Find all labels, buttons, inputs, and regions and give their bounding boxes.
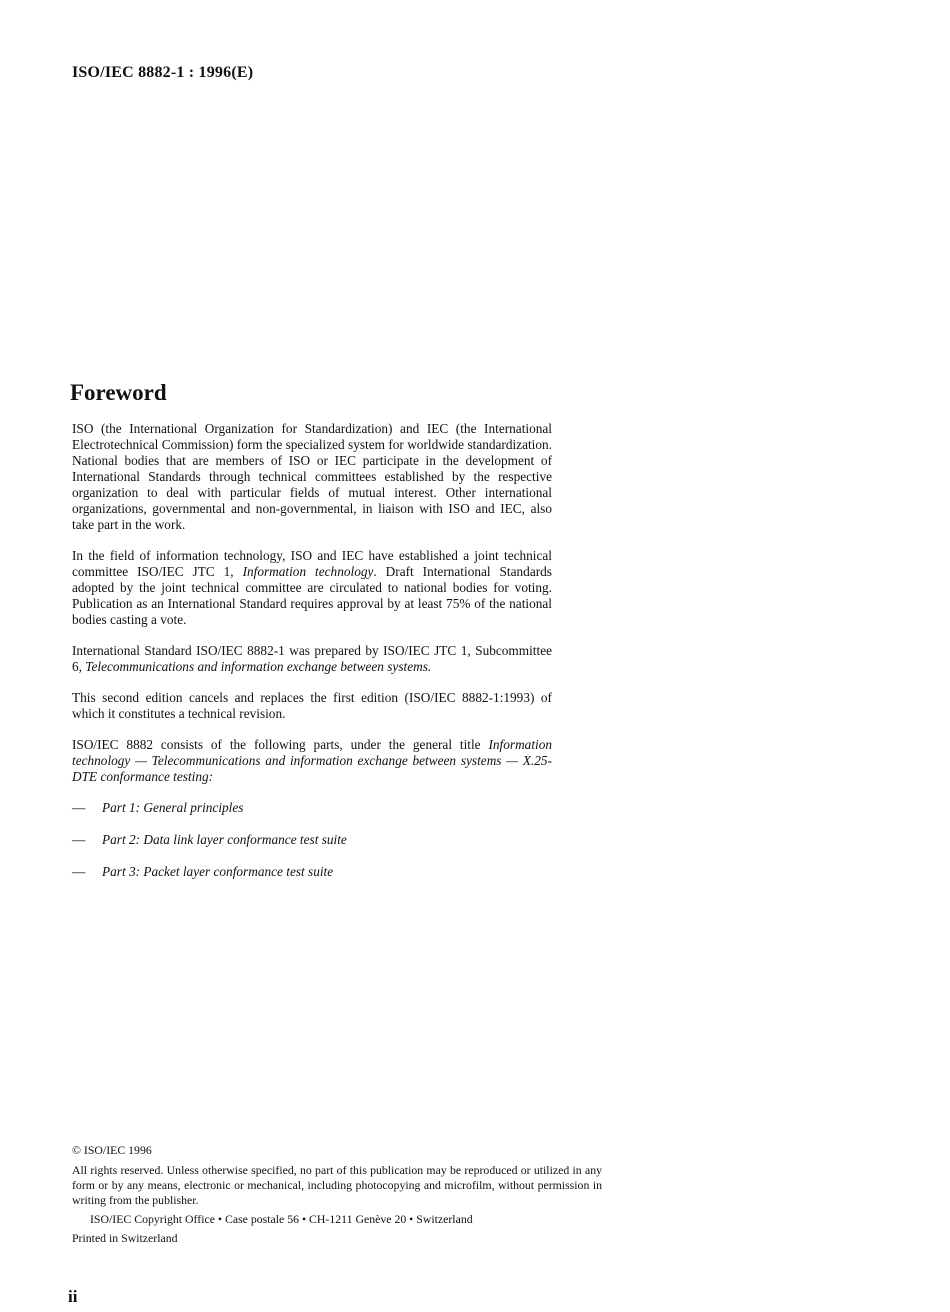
printed-in: Printed in Switzerland xyxy=(72,1231,178,1245)
copyright-line: © ISO/IEC 1996 xyxy=(72,1143,152,1157)
foreword-body xyxy=(72,421,552,896)
list-item xyxy=(72,800,552,832)
paragraph-parts-intro-text: ISO/IEC 8882 consists of the following parts, under the general title xyxy=(72,737,489,752)
document-header: ISO/IEC 8882-1 : 1996(E) xyxy=(72,64,254,81)
part-label: Part 1: General principles xyxy=(102,800,244,815)
list-dash: — xyxy=(72,864,86,879)
general-title: Information technology — Telecommunications and information exchange between systems — X.25-DTE conformance testing: xyxy=(72,737,552,784)
paragraph-jtc1 xyxy=(72,548,552,628)
part-label: Part 3: Packet layer conformance test suite xyxy=(102,864,334,879)
paragraph-organizations: ISO (the International Organization for Standardization) and IEC (the International Electrotechnical Commission) form the specialized system for worldwide standardization. National bodies that are members of ISO or IEC participate in the development of International Standards through technical committees established by the respective organization to deal with particular fields of mutual interest. Other international organizations, governmental and non-governmental, in liaison with ISO and IEC, also take part in the work. xyxy=(72,421,552,532)
page-title: Foreword xyxy=(70,380,167,405)
copyright-office-address: ISO/IEC Copyright Office • Case postale 56 • CH-1211 Genève 20 • Switzerland xyxy=(90,1212,473,1226)
list-dash: — xyxy=(72,800,86,815)
parts-list xyxy=(72,800,552,896)
page-number: ii xyxy=(68,1287,78,1306)
paragraph-jtc1-text-b: . Draft International Standards adopted by the joint technical committee are circulated to national bodies for voting. Publication as an International Standard requires approval by at least 75% of the national bodies casting a vote. xyxy=(72,564,552,627)
copyright-block xyxy=(72,1143,602,1246)
list-dash: — xyxy=(72,832,86,847)
paragraph-prepared-by-text: International Standard ISO/IEC 8882-1 was prepared by ISO/IEC JTC 1, Subcommittee 6, xyxy=(72,643,552,674)
committee-title: Information technology xyxy=(242,564,374,579)
list-item xyxy=(72,864,552,896)
paragraph-parts-intro xyxy=(72,737,552,785)
list-item xyxy=(72,832,552,864)
paragraph-edition: This second edition cancels and replaces the first edition (ISO/IEC 8882-1:1993) of which it constitutes a technical revision. xyxy=(72,690,552,721)
paragraph-jtc1-text-a: In the field of information technology, ISO and IEC have established a joint technical committee ISO/IEC JTC 1, xyxy=(72,548,552,579)
paragraph-prepared-by xyxy=(72,643,552,675)
subcommittee-title: Telecommunications and information exchange between systems. xyxy=(85,659,432,674)
part-label: Part 2: Data link layer conformance test suite xyxy=(102,832,347,847)
rights-statement: All rights reserved. Unless otherwise specified, no part of this publication may be reproduced or utilized in any form or by any means, electronic or mechanical, including photocopying and microfilm, without permission in writing from the publisher. xyxy=(72,1163,602,1207)
